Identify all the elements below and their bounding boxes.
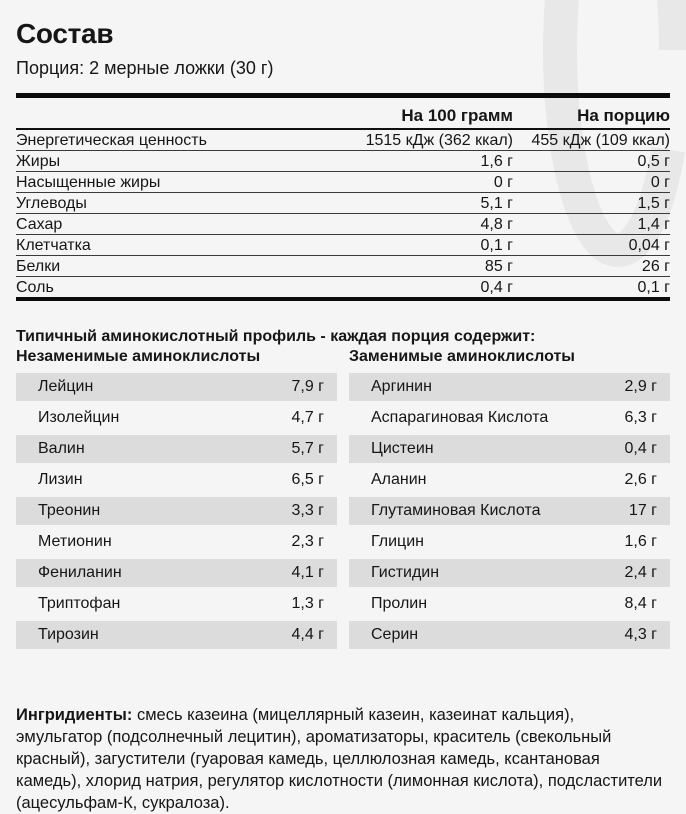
amino-value: 0,4 г [624, 440, 657, 457]
amino-name: Триптофан [38, 595, 121, 612]
essential-amino-header: Незаменимые аминоклислоты [16, 348, 261, 365]
value-per-serving: 0 г [650, 174, 670, 191]
amino-name: Глицин [371, 533, 424, 550]
amino-name: Валин [38, 440, 85, 457]
amino-name: Тирозин [38, 626, 99, 643]
amino-name: Цистеин [371, 440, 434, 457]
nutrient-name: Белки [16, 258, 61, 275]
list-item [349, 590, 670, 618]
nutrient-name: Энергетическая ценность [16, 132, 207, 149]
amino-value: 7,9 г [291, 378, 324, 395]
bottom-rule [16, 297, 670, 301]
table-row [16, 151, 670, 172]
nonessential-amino-header: Заменимые аминоклислоты [349, 348, 575, 365]
amino-name: Гистидин [371, 564, 440, 581]
nutrient-name: Клетчатка [16, 237, 91, 254]
amino-profile-heading: Типичный аминокислотный профиль - каждая порция содержит: [16, 328, 536, 345]
amino-name: Лизин [38, 471, 83, 488]
list-item [16, 404, 337, 432]
list-item [16, 528, 337, 556]
ingredients-text: смесь казеина (мицеллярный казеин, казеинат кальция), эмульгатор (подсолнечный лецитин), ароматизаторы, краситель (свекольный красный), загустители (гуаровая камедь, целлюлозная камедь, ксантановая камедь), хлорид натрия, регулятор кислотности (лимонная кислота), подсластители (ацесульфам-К, сукралоза). [16, 706, 663, 812]
nutrient-name: Сахар [16, 216, 63, 233]
value-per-serving: 1,5 г [637, 195, 670, 212]
value-per-serving: 455 кДж (109 ккал) [531, 132, 670, 149]
amino-name: Лейцин [38, 378, 94, 395]
amino-name: Аланин [371, 471, 427, 488]
list-item [349, 528, 670, 556]
amino-value: 5,7 г [291, 440, 324, 457]
value-per-100g: 5,1 г [480, 195, 513, 212]
amino-value: 4,1 г [291, 564, 324, 581]
value-per-100g: 85 г [484, 258, 513, 275]
amino-value: 2,4 г [624, 564, 657, 581]
list-item [16, 435, 337, 463]
value-per-100g: 1515 кДж (362 ккал) [365, 132, 513, 149]
amino-name: Метионин [38, 533, 112, 550]
amino-value: 2,3 г [291, 533, 324, 550]
list-item [16, 373, 337, 401]
nonessential-amino-column [349, 348, 670, 652]
list-item [349, 373, 670, 401]
table-row [16, 235, 670, 256]
nutrient-name: Насыщенные жиры [16, 174, 161, 191]
amino-value: 6,3 г [624, 409, 657, 426]
amino-name: Пролин [371, 595, 428, 612]
value-per-serving: 26 г [641, 258, 670, 275]
value-per-100g: 1,6 г [480, 153, 513, 170]
amino-name: Треонин [38, 502, 101, 519]
amino-name: Серин [371, 626, 419, 643]
amino-value: 2,6 г [624, 471, 657, 488]
ingredients-label: Ингридиенты: [16, 706, 133, 724]
table-row [16, 193, 670, 214]
nutrient-name: Углеводы [16, 195, 87, 212]
value-per-serving: 0,04 г [628, 237, 670, 254]
amino-name: Глутаминовая Кислота [371, 502, 541, 519]
value-per-serving: 0,1 г [637, 279, 670, 296]
amino-value: 8,4 г [624, 595, 657, 612]
page-title: Состав [16, 18, 114, 49]
list-item [16, 466, 337, 494]
amino-value: 17 г [628, 502, 657, 519]
list-item [349, 466, 670, 494]
list-item [349, 404, 670, 432]
amino-name: Фениланин [38, 564, 122, 581]
amino-value: 1,3 г [291, 595, 324, 612]
serving-size: Порция: 2 мерные ложки (30 г) [16, 58, 274, 78]
table-row [16, 172, 670, 193]
nutrient-name: Жиры [16, 153, 61, 170]
value-per-serving: 0,5 г [637, 153, 670, 170]
list-item [16, 621, 337, 649]
amino-name: Аспарагиновая Кислота [371, 409, 549, 426]
amino-acid-tables [16, 348, 670, 652]
list-item [16, 590, 337, 618]
amino-value: 2,9 г [624, 378, 657, 395]
value-per-100g: 4,8 г [480, 216, 513, 233]
amino-name: Изолейцин [38, 409, 120, 426]
ingredients-paragraph [16, 704, 670, 814]
list-item [349, 559, 670, 587]
list-item [349, 497, 670, 525]
value-per-100g: 0 г [493, 174, 513, 191]
list-item [16, 497, 337, 525]
table-row [16, 277, 670, 297]
nutrient-name: Соль [16, 279, 54, 296]
amino-value: 6,5 г [291, 471, 324, 488]
nutrition-table [16, 98, 670, 297]
value-per-100g: 0,1 г [480, 237, 513, 254]
amino-name: Аргинин [371, 378, 432, 395]
amino-value: 3,3 г [291, 502, 324, 519]
column-header-per-100g: На 100 грамм [401, 106, 513, 125]
value-per-serving: 1,4 г [637, 216, 670, 233]
table-row [16, 214, 670, 235]
list-item [349, 435, 670, 463]
amino-value: 4,3 г [624, 626, 657, 643]
column-header-per-serving: На порцию [577, 106, 670, 125]
table-row [16, 130, 670, 151]
value-per-100g: 0,4 г [480, 279, 513, 296]
list-item [349, 621, 670, 649]
table-row [16, 256, 670, 277]
nutrition-table-header [16, 98, 670, 130]
amino-value: 4,7 г [291, 409, 324, 426]
amino-value: 1,6 г [624, 533, 657, 550]
amino-value: 4,4 г [291, 626, 324, 643]
essential-amino-column [16, 348, 337, 652]
list-item [16, 559, 337, 587]
